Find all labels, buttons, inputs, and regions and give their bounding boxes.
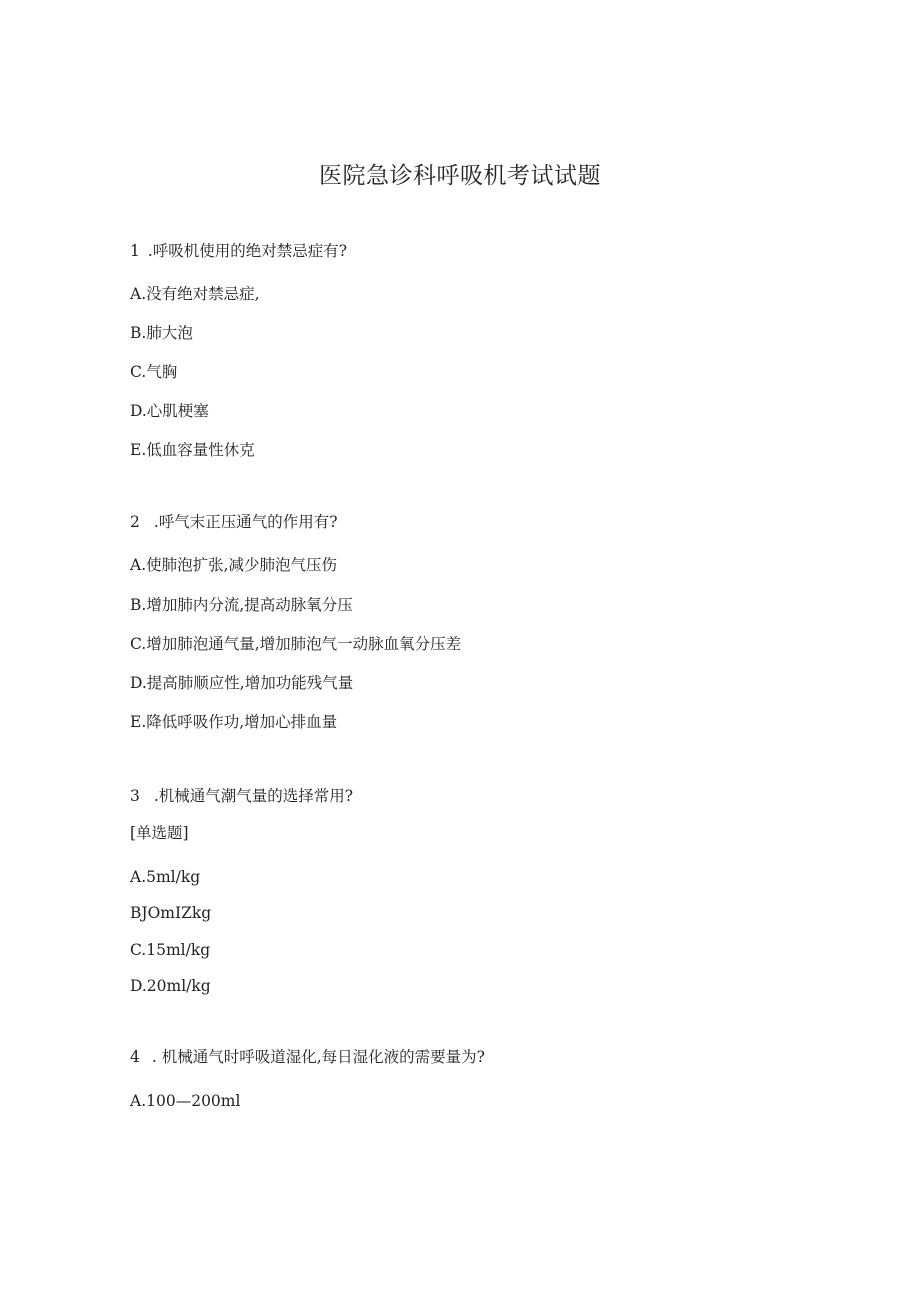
question-4 [130,1046,485,1068]
option-2c: C.增加肺泡通气量,增加肺泡气一动脉血氧分压差 [130,635,462,653]
option-3d: D.20ml/kg [130,977,211,995]
option-1c: C.气胸 [130,363,178,381]
question-text: .呼气末正压通气的作用有? [153,513,338,531]
question-2 [130,511,338,533]
question-number: 1 [130,242,140,260]
option-3c: C.15ml/kg [130,941,211,959]
option-2e: E.降低呼吸作功,增加心排血量 [130,713,338,731]
option-1d: D.心肌梗塞 [130,402,209,420]
option-2d: D.提高肺顺应性,增加功能残气量 [130,674,354,692]
option-2a: A.使肺泡扩张,减少肺泡气压伤 [130,556,338,574]
option-4a: A.100—200ml [130,1092,241,1110]
question-text: .呼吸机使用的绝对禁忌症有? [147,242,348,260]
option-3a: A.5ml/kg [130,868,201,886]
option-1b: B.肺大泡 [130,324,193,342]
question-3 [130,785,353,807]
question-text: .机械通气潮气量的选择常用? [153,787,354,805]
page-title: 医院急诊科呼吸机考试试题 [319,163,601,189]
question-number: 3 [130,787,140,805]
option-1e: E.低血容量性休克 [130,441,255,459]
option-3b: BJOmIZkg [130,904,212,922]
question-text: . 机械通气时呼吸道湿化,每日湿化液的需要量为? [151,1048,485,1066]
question-number: 2 [130,513,140,531]
option-1a: A.没有绝对禁忌症, [130,285,260,303]
question-number: 4 [130,1048,140,1066]
option-2b: B.增加肺内分流,提高动脉氧分压 [130,596,353,614]
question-type-note: [单选题] [130,824,189,842]
question-1 [130,240,347,262]
